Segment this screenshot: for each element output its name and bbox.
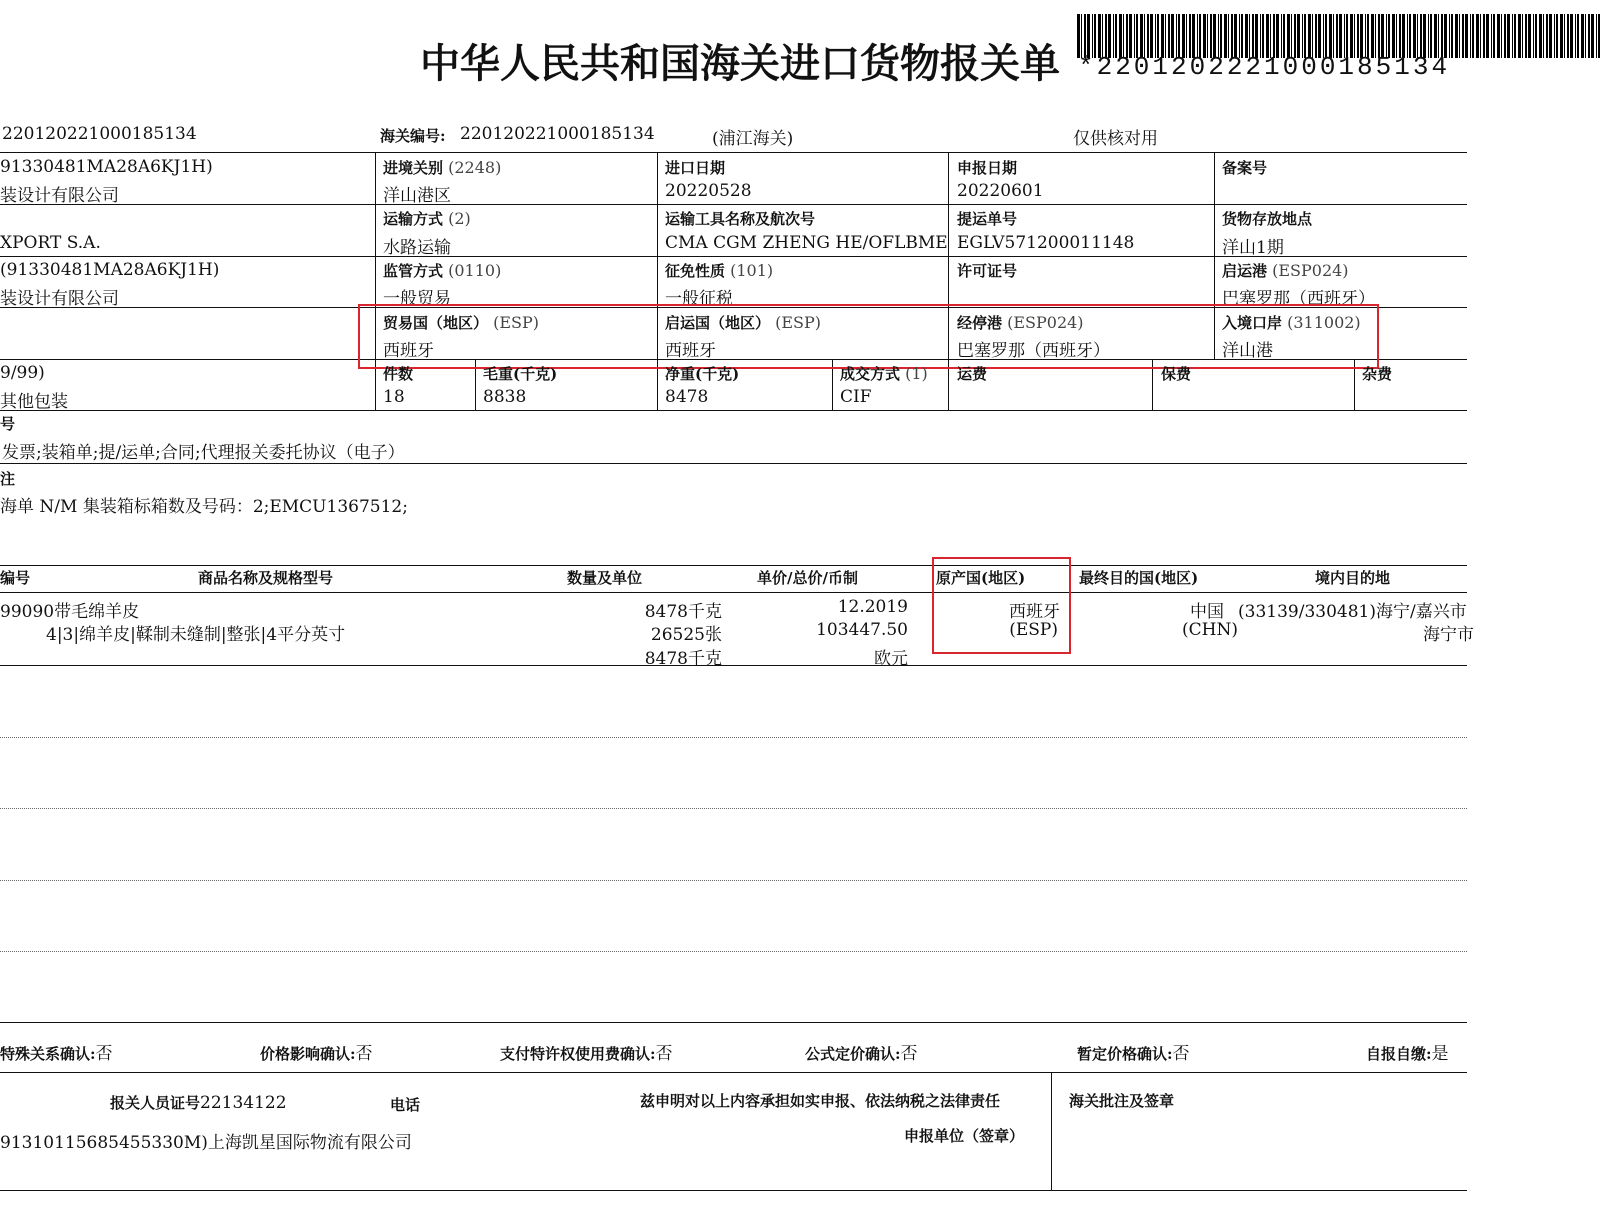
declare-date-label: 申报日期 (957, 159, 1018, 177)
broker-id-field: 报关人员证号22134122 (110, 1093, 287, 1113)
gross-weight: 8838 (483, 387, 527, 407)
barcode-bar (1491, 14, 1492, 58)
customs-number: 220120221000185134 (460, 124, 655, 144)
barcode-bar (1554, 14, 1555, 58)
import-date: 20220528 (665, 181, 752, 201)
customs-sign-label: 海关批注及签章 (1069, 1092, 1175, 1110)
special-relation-confirm: 特殊关系确认:否 (0, 1044, 113, 1064)
import-date-label: 进口日期 (665, 159, 726, 177)
goods-qty-header: 数量及单位 (567, 569, 643, 587)
barcode-bar (1570, 14, 1573, 58)
net-weight: 8478 (665, 387, 709, 407)
phone-label: 电话 (390, 1096, 421, 1114)
goods-dest: 中国 (1190, 602, 1224, 622)
package-type: 其他包装 (0, 392, 68, 412)
price-impact-confirm: 价格影响确认:否 (260, 1044, 373, 1064)
user-name: 装设计有限公司 (0, 289, 119, 309)
barcode-bar (1507, 14, 1510, 58)
barcode-bar (1564, 14, 1565, 58)
departure-port: 巴塞罗那（西班牙） (1222, 289, 1375, 309)
barcode-bar (1493, 14, 1495, 58)
customs-number-label: 海关编号: (380, 127, 446, 145)
goods-dest-code: (CHN) (1182, 620, 1238, 640)
form-title: 中华人民共和国海关进口货物报关单 (420, 40, 1060, 87)
barcode-bar (1588, 14, 1590, 58)
goods-price-header: 单价/总价/币制 (757, 569, 858, 587)
docs-value: 发票;装箱单;提/运单;合同;代理报关委托协议（电子） (2, 443, 405, 463)
shipper: XPORT S.A. (0, 233, 101, 253)
barcode-bar (1591, 14, 1594, 58)
barcode-bar (1596, 14, 1597, 58)
license-label: 许可证号 (957, 262, 1018, 280)
remarks-label: 注 (0, 470, 16, 488)
goods-qty2: 26525张 (650, 625, 722, 645)
origin-country-field: 启运国（地区） (ESP) (665, 313, 821, 332)
barcode-bar (1504, 14, 1506, 58)
barcode-bar (1535, 14, 1537, 58)
barcode-bar (1455, 14, 1458, 58)
barcode-bar (1560, 14, 1563, 58)
highlight-box-countries (358, 304, 1379, 369)
docs-label: 号 (0, 415, 16, 433)
goods-unit-price: 12.2019 (837, 597, 908, 617)
barcode-bar (1575, 14, 1576, 58)
royalty-confirm: 支付特许权使用费确认:否 (500, 1044, 673, 1064)
barcode-bar (1465, 14, 1468, 58)
barcode-bar (1472, 14, 1474, 58)
barcode-bar (1528, 14, 1531, 58)
barcode-bar (1483, 14, 1485, 58)
bl-number: EGLV571200011148 (957, 233, 1135, 253)
preentry-number: 220120221000185134 (2, 124, 197, 144)
vessel: CMA CGM ZHENG HE/OFLBME (665, 233, 948, 253)
goods-currency: 欧元 (874, 649, 908, 669)
customs-office: (浦江海关) (712, 129, 794, 149)
barcode-bar (1459, 14, 1460, 58)
pieces: 18 (383, 387, 405, 407)
barcode-bar (1525, 14, 1527, 58)
transport-mode-field: 运输方式 (2) (383, 209, 471, 228)
goods-no-header: 编号 (0, 569, 31, 587)
barcode-bar (1539, 14, 1542, 58)
highlight-box-origin (932, 557, 1071, 654)
formula-price-confirm: 公式定价确认:否 (805, 1044, 918, 1064)
transit-port: 巴塞罗那（西班牙） (957, 341, 1110, 361)
goods-qty3: 8478千克 (644, 649, 722, 669)
barcode-bar (1598, 14, 1600, 58)
goods-qty1: 8478千克 (644, 602, 722, 622)
insurance-label: 保费 (1161, 365, 1192, 383)
package-code: 9/99) (0, 363, 45, 383)
provisional-price-confirm: 暂定价格确认:否 (1077, 1044, 1190, 1064)
entry-port: 洋山港 (1222, 341, 1273, 361)
declarant: 91310115685455330M)上海凯星国际物流有限公司 (0, 1133, 412, 1153)
declare-date: 20220601 (957, 181, 1044, 201)
storage-label: 货物存放地点 (1222, 210, 1313, 228)
barcode-bar (1476, 14, 1479, 58)
goods-dest-header: 最终目的国(地区) (1079, 569, 1199, 587)
record-no-label: 备案号 (1222, 159, 1268, 177)
pieces-label: 件数 (383, 365, 414, 383)
barcode-bar (1451, 14, 1453, 58)
consignee-name: 装设计有限公司 (0, 186, 119, 206)
barcode-bar (1470, 14, 1471, 58)
net-weight-label: 净重(千克) (665, 365, 740, 383)
goods-domestic: (33139/330481)海宁/嘉兴市 (1238, 602, 1467, 622)
transport-mode: 水路运输 (383, 238, 451, 258)
barcode-bar (1522, 14, 1523, 58)
entry-office: 洋山港区 (383, 186, 451, 206)
departure-port-field: 启运港 (ESP024) (1222, 261, 1349, 280)
barcode-bar (1514, 14, 1516, 58)
declaration-text: 兹申明对以上内容承担如实申报、依法纳税之法律责任 (640, 1092, 1001, 1110)
barcode-bar (1567, 14, 1569, 58)
deal-mode: CIF (840, 387, 872, 407)
entry-port-field: 入境口岸 (311002) (1222, 313, 1361, 332)
barcode-bar (1512, 14, 1513, 58)
goods-domestic-2: 海宁市 (1423, 625, 1474, 645)
goods-spec: 4|3|绵羊皮|鞣制未缝制|整张|4平分英寸 (46, 625, 346, 645)
levy-field: 征免性质 (101) (665, 261, 774, 280)
storage: 洋山1期 (1222, 238, 1284, 258)
remarks-value: 海单 N/M 集装箱标箱数及号码：2;EMCU1367512; (0, 497, 408, 517)
bl-label: 提运单号 (957, 210, 1018, 228)
goods-total-price: 103447.50 (816, 620, 908, 640)
goods-name-header: 商品名称及规格型号 (198, 569, 334, 587)
trade-country-field: 贸易国（地区） (ESP) (383, 313, 539, 332)
deal-field: 成交方式 (1) (840, 364, 928, 383)
declarant-sign-label: 申报单位（签章） (904, 1127, 1025, 1145)
misc-fee-label: 杂费 (1362, 365, 1393, 383)
barcode-bar (1581, 14, 1584, 58)
goods-code-name: 99090带毛绵羊皮 (0, 602, 140, 622)
transit-port-field: 经停港 (ESP024) (957, 313, 1084, 332)
goods-domestic-header: 境内目的地 (1315, 569, 1391, 587)
origin-country: 西班牙 (665, 341, 716, 361)
barcode-bar (1556, 14, 1558, 58)
goods-origin-code: (ESP) (1009, 620, 1058, 640)
barcode-bar (1480, 14, 1481, 58)
barcode-bar (1518, 14, 1521, 58)
gross-weight-label: 毛重(千克) (483, 365, 558, 383)
barcode-bar (1462, 14, 1464, 58)
user-code: (91330481MA28A6KJ1H) (0, 260, 220, 280)
barcode-bar (1486, 14, 1489, 58)
vessel-label: 运输工具名称及航次号 (665, 210, 816, 228)
barcode-bar (1533, 14, 1534, 58)
barcode-bar (1585, 14, 1586, 58)
barcode-bar (1501, 14, 1502, 58)
review-note: 仅供核对用 (1073, 129, 1158, 149)
barcode-bar (1549, 14, 1552, 58)
consignee-code: 91330481MA28A6KJ1H) (0, 157, 213, 177)
supervision: 一般贸易 (383, 289, 451, 309)
goods-origin: 西班牙 (1009, 602, 1060, 622)
barcode-text: *2201202221000185134 (1078, 52, 1451, 82)
self-pay-confirm: 自报自缴:是 (1366, 1044, 1449, 1064)
freight-label: 运费 (957, 365, 988, 383)
entry-office-field: 进境关别 (2248) (383, 158, 502, 177)
barcode-bar (1546, 14, 1548, 58)
barcode-bar (1577, 14, 1579, 58)
barcode-bar (1497, 14, 1500, 58)
goods-origin-header: 原产国(地区) (936, 569, 1026, 587)
trade-country: 西班牙 (383, 341, 434, 361)
barcode-bar (1543, 14, 1544, 58)
levy: 一般征税 (665, 289, 733, 309)
supervision-field: 监管方式 (0110) (383, 261, 502, 280)
